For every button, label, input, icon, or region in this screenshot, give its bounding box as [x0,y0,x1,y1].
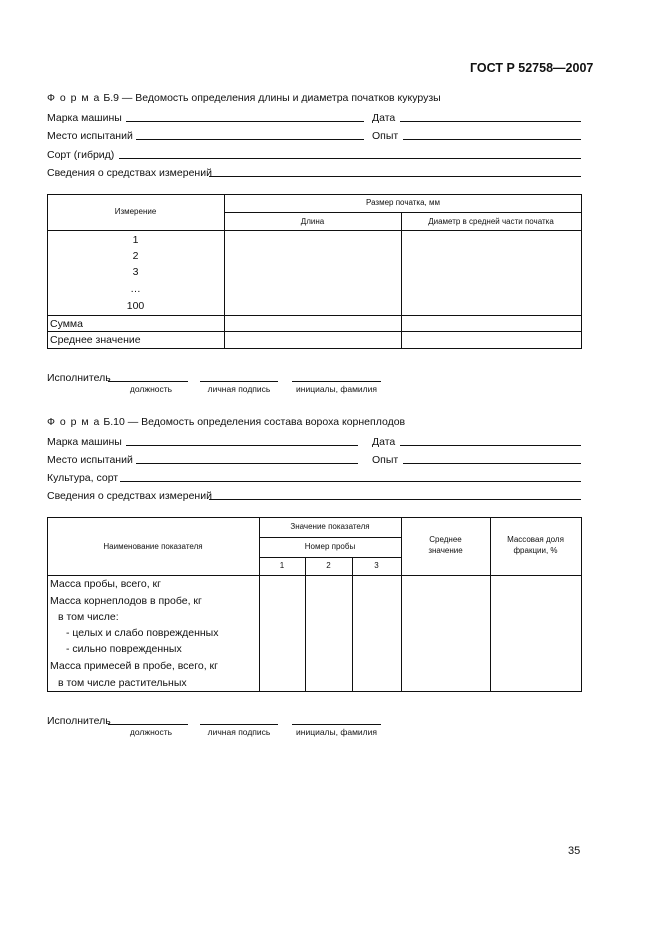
field-machine-line[interactable] [126,121,364,122]
initials-caption: инициалы, фамилия [296,727,377,737]
form-b10-title-text: Б.10 — Ведомость определения состава вороха корнеплодов [103,416,406,428]
form-b9-label: Ф о р м а [47,92,101,104]
table-row: 3 [132,266,139,278]
field-machine-label: Марка машины [47,112,122,124]
field-place-label: Место испытаний [47,130,133,142]
col-value-group: Значение показателя [290,522,370,531]
col-sample-1: 1 [279,561,285,570]
position-caption: должность [129,384,173,394]
field-place-line[interactable] [136,463,358,464]
form-b10-title [47,416,405,428]
field-date-label: Дата [372,112,396,124]
field-machine-line[interactable] [126,445,358,446]
field-machine-label: Марка машины [47,436,122,448]
initials-line[interactable] [292,724,381,725]
field-crop-label: Культура, сорт [47,472,119,484]
col-size-group: Размер початка, мм [366,198,440,207]
col-mean-line-2: значение [428,546,463,555]
table-row: … [130,283,141,295]
form-b9-title [47,92,441,104]
form-b10-label: Ф о р м а [47,416,101,428]
table-row: Масса примесей в пробе, всего, кг [50,660,218,672]
col-measurement: Измерение [114,207,157,216]
col-mass-line-1: Массовая доля [507,535,564,544]
field-date-line[interactable] [400,445,581,446]
initials-line[interactable] [292,381,381,382]
executor-label: Исполнитель [47,372,111,384]
table-row: 100 [126,300,145,312]
row-mean: Среднее значение [50,334,141,346]
initials-caption: инициалы, фамилия [296,384,377,394]
table-row: Масса корнеплодов в пробе, кг [50,595,202,607]
col-diameter: Диаметр в средней части початка [428,217,554,226]
field-date-label: Дата [372,436,396,448]
executor-label: Исполнитель [47,715,111,727]
position-line[interactable] [108,724,188,725]
form-b9-title-text: Б.9 — Ведомость определения длины и диаметра початков кукурузы [103,92,441,104]
position-line[interactable] [108,381,188,382]
field-experiment-line[interactable] [403,463,581,464]
col-indicator-name: Наименование показателя [103,542,203,551]
table-row: - сильно поврежденных [66,643,182,655]
col-sample-2: 2 [326,561,331,570]
field-experiment-line[interactable] [403,139,581,140]
field-date-line[interactable] [400,121,581,122]
col-mass-line-2: фракции, % [513,546,558,555]
table-row: в том числе растительных [58,677,187,689]
table-row: Масса пробы, всего, кг [50,578,161,590]
signature-caption: личная подпись [207,384,271,394]
field-instruments-line[interactable] [209,176,581,177]
field-instruments-line[interactable] [209,499,581,500]
field-instruments-label: Сведения о средствах измерений [47,167,212,179]
page-number: 35 [568,845,581,857]
field-place-line[interactable] [136,139,364,140]
position-caption: должность [129,727,173,737]
col-length: Длина [300,217,325,226]
table-row: 2 [132,250,139,262]
signature-line[interactable] [200,381,278,382]
signature-caption: личная подпись [207,727,271,737]
table-row: в том числе: [58,611,119,623]
signature-line[interactable] [200,724,278,725]
table-row: 1 [132,234,139,246]
row-sum: Сумма [50,318,83,330]
standard-number: ГОСТ Р 52758—2007 [470,61,594,75]
field-variety-line[interactable] [119,158,581,159]
col-sample-3: 3 [374,561,379,570]
col-mean-line-1: Среднее [429,535,462,544]
field-experiment-label: Опыт [372,130,399,142]
col-sample-number: Номер пробы [304,542,356,551]
field-experiment-label: Опыт [372,454,399,466]
field-instruments-label: Сведения о средствах измерений [47,490,212,502]
field-crop-line[interactable] [120,481,581,482]
field-variety-label: Сорт (гибрид) [47,149,115,161]
table-row: - целых и слабо поврежденных [66,627,219,639]
field-place-label: Место испытаний [47,454,133,466]
